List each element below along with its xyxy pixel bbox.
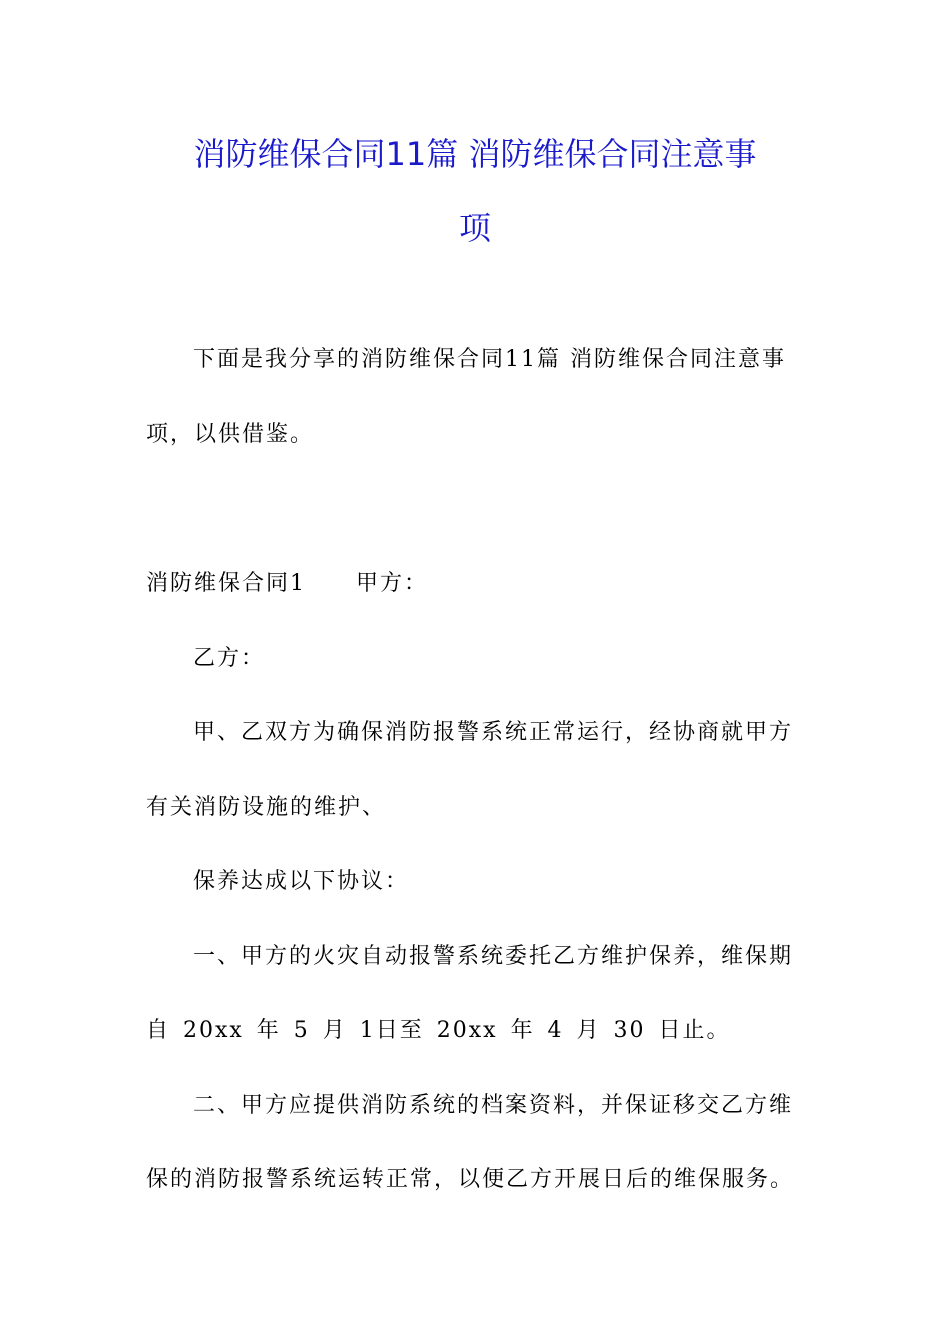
paragraph-1-line-1: 甲、乙双方为确保消防报警系统正常运行，经协商就甲方: [193, 720, 794, 745]
clause-1-line-1: 一、甲方的火灾自动报警系统委托乙方维护保养，维保期: [193, 944, 794, 969]
document-title-line-1: 消防维保合同11篇 消防维保合同注意事: [193, 135, 757, 173]
intro-line-2: 项，以供借鉴。: [146, 422, 315, 447]
contract-heading: 消防维保合同1: [146, 571, 306, 596]
clause-1-line-2: 自 20xx 年 5 月 1日至 20xx 年 4 月 30 日止。: [146, 1018, 731, 1043]
intro-line-1: 下面是我分享的消防维保合同11篇 消防维保合同注意事: [193, 347, 786, 372]
party-a-label: 甲方：: [356, 571, 429, 596]
clause-2-line-1: 二、甲方应提供消防系统的档案资料，并保证移交乙方维: [193, 1093, 794, 1118]
paragraph-1-line-2: 有关消防设施的维护、: [146, 795, 387, 820]
paragraph-2-line-1: 保养达成以下协议：: [193, 869, 410, 894]
party-b-label: 乙方：: [193, 646, 266, 671]
document-title-line-2: 项: [458, 209, 491, 247]
clause-2-line-2: 保的消防报警系统运转正常，以便乙方开展日后的维保服务。: [146, 1167, 795, 1192]
